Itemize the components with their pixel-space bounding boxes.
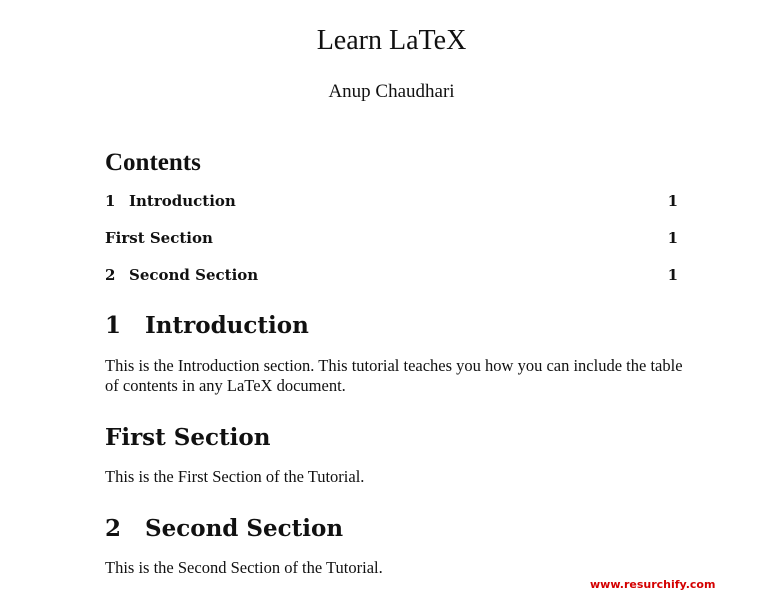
watermark-link[interactable]: www.resurchify.com	[590, 578, 716, 591]
toc-entry-label: Introduction	[129, 192, 236, 210]
section-title: Second Section	[145, 515, 344, 542]
section-number: 2	[105, 515, 122, 542]
section-body-second-section: This is the Second Section of the Tutorial.	[105, 558, 383, 577]
section-heading-introduction	[105, 312, 309, 340]
toc-entry-page: 1	[667, 192, 678, 210]
toc-entry-label: First Section	[105, 229, 213, 247]
toc-heading: Contents	[105, 149, 201, 176]
toc-entry-number: 2	[105, 266, 116, 284]
section-title: Introduction	[145, 312, 309, 339]
section-body-first-section: This is the First Section of the Tutorial.	[105, 467, 365, 486]
toc-entry-number: 1	[105, 192, 116, 210]
section-heading-first-section	[105, 424, 270, 452]
toc-entry-introduction[interactable]	[105, 190, 678, 212]
section-title: First Section	[105, 424, 271, 451]
toc-entry-first-section[interactable]	[105, 227, 678, 249]
toc-entry-page: 1	[667, 266, 678, 284]
section-number: 1	[105, 312, 122, 339]
document-title: Learn LaTeX	[316, 25, 467, 56]
toc-entry-page: 1	[667, 229, 678, 247]
section-body-introduction: This is the Introduction section. This tutorial teaches you how you can include the table of contents in any LaTeX document.	[105, 356, 683, 395]
toc-entry-second-section[interactable]	[105, 264, 678, 286]
section-heading-second-section	[105, 515, 343, 543]
toc-entry-label: Second Section	[129, 266, 259, 284]
document-author: Anup Chaudhari	[328, 81, 455, 102]
